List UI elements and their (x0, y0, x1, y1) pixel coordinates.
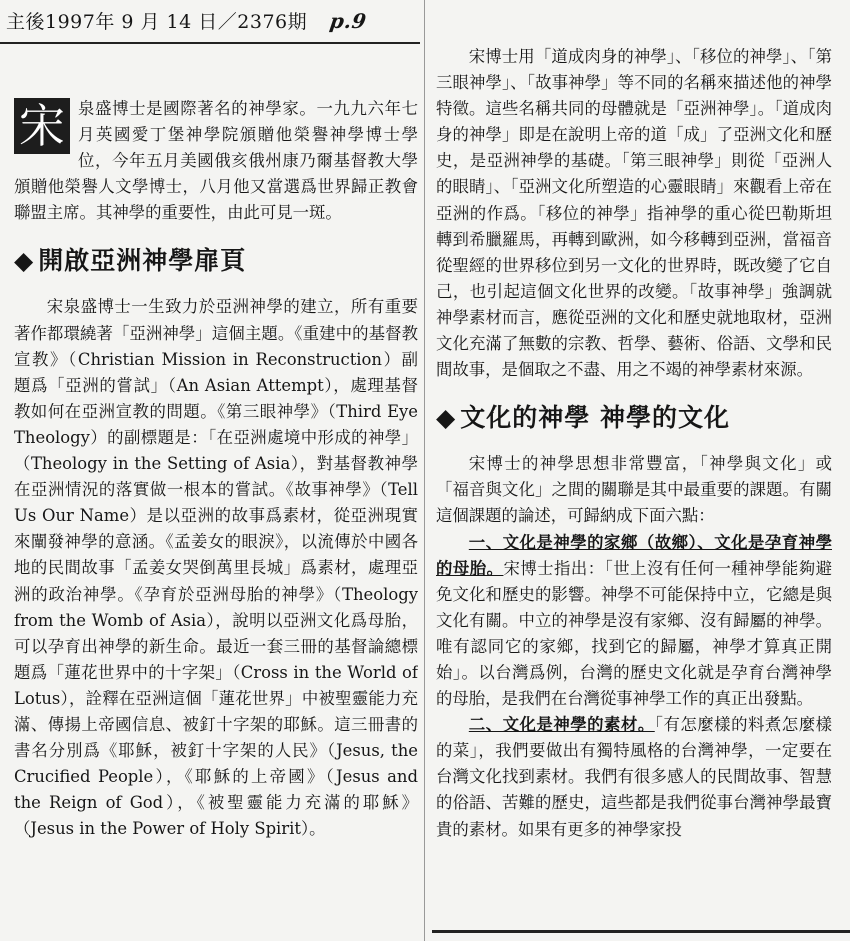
right-paragraph-1: 宋博士用「道成肉身的神學」、「移位的神學」、「第三眼神學」、「故事神學」等不同的名稱來描述他的神學特徵。這些名稱共同的母體就是「亞洲神學」。「道成肉身的神學」即是在說明上帝的道「成」了亞洲文化和歷史，是亞洲神學的基礎。「第三眼神學」則從「亞洲人的眼睛」、「亞洲文化所塑造的心靈眼睛」來觀看上帝在亞洲的作爲。「移位的神學」指神學的重心從巴勒斯坦轉到希臘羅馬，再轉到歐洲，如今移轉到亞洲，當福音從聖經的世界移位到另一文化的世界時，既改變了它自己，也引起這個文化世界的改變。「故事神學」強調就神學素材而言，應從亞洲的文化和歷史就地取材，亞洲文化充滿了無數的宗教、哲學、藝術、俗語、文學和民間故事，是個取之不盡、用之不竭的神學素材來源。 (436, 47, 832, 380)
intro-text: 泉盛博士是國際著名的神學家。一九九六年七月英國愛丁堡神學院頒贈他榮譽神學博士學位，今年五月美國俄亥俄州康乃爾基督教大學頒贈他榮譽人文學博士，八月他又當選爲世界歸正教會聯盟主席。其神學的重要性，由此可見一斑。 (14, 99, 418, 223)
point-1-body: 宋博士指出：「世上沒有任何一種神學能夠避免文化和歷史的影響。神學不可能保持中立，它總是與文化有關。中立的神學是沒有家鄉、沒有歸屬的神學。唯有認同它的家鄉，找到它的歸屬，神學才算真正開始」。以台灣爲例，台灣的歷史文化就是孕育台灣神學的母胎，是我們在台灣從事神學工作的真正出發點。 (436, 558, 832, 709)
handwritten-page-number: p.9 (328, 9, 368, 33)
section1-paragraph: 宋泉盛博士一生致力於亞洲神學的建立，所有重要著作都環繞著「亞洲神學」這個主題。《重建中的基督教宣教》（Christian Mission in Reconstruction）副題爲「亞洲的嘗試」（An Asian Attempt），處理基督教如何在亞洲宣教的問題。《第三眼神學》（Third Eye Theology）的副標題是：「在亞洲處境中形成的神學」（Theology in the Setting of Asia），對基督教神學在亞洲情況的落實做一根本的嘗試。《故事神學》（Tell Us Our Name）是以亞洲的故事爲素材，從亞洲現實來闡發神學的意涵。《孟姜女的眼淚》，以流傳於中國各地的民間故事「孟姜女哭倒萬里長城」爲素材，處理亞洲的政治神學。《孕育於亞洲母胎的神學》（Theology from the Womb of Asia），說明以亞洲文化爲母胎，可以孕育出神學的新生命。最近一套三冊的基督論總標題爲「蓮花世界中的十字架」（Cross in the World of Lotus），詮釋在亞洲這個「蓮花世界」中被聖靈能力充滿、傳揚上帝國信息、被釘十字架的耶穌。這三冊書的書名分別爲《耶穌，被釘十字架的人民》（Jesus, the Crucified People），《耶穌的上帝國》（Jesus and the Reign of God），《被聖靈能力充滿的耶穌》（Jesus in the Power of Holy Spirit）。 (14, 297, 418, 839)
point-2 (436, 712, 832, 842)
section2-intro: 宋博士的神學思想非常豐富，「神學與文化」或「福音與文化」之間的關聯是其中最重要的課題。有關這個課題的論述，可歸納成下面六點： (436, 454, 832, 526)
dropcap: 宋 (14, 98, 70, 154)
section-heading-1: ◆ 開啟亞洲神學扉頁 (14, 246, 247, 276)
intro-paragraph (14, 96, 418, 226)
left-column (14, 96, 418, 842)
masthead-line (0, 4, 426, 38)
diamond-bullet-icon: ◆ (14, 246, 35, 276)
footer-rule (432, 930, 850, 933)
point-1-title: 一、文化是神學的家鄉（故鄉）、文化是孕育神學的母胎。 (436, 532, 832, 578)
point-1 (436, 530, 832, 713)
section-heading-2: ◆ 文化的神學 神學的文化 (436, 403, 730, 433)
header-rule (0, 42, 420, 44)
column-divider (424, 0, 425, 941)
right-column (436, 44, 832, 843)
masthead-date-issue: 主後1997年 9 月 14 日／2376期 (6, 11, 308, 33)
point-2-title: 二、文化是神學的素材。 (468, 715, 655, 735)
point-2-body: 「有怎麼樣的料煮怎麼樣的菜」，我們要做出有獨特風格的台灣神學，一定要在台灣文化找到素材。我們有很多感人的民間故事、智慧的俗語、苦難的歷史，這些都是我們從事台灣神學最寶貴的素材。如果有更多的神學家投 (436, 715, 832, 839)
diamond-bullet-icon: ◆ (436, 403, 457, 433)
